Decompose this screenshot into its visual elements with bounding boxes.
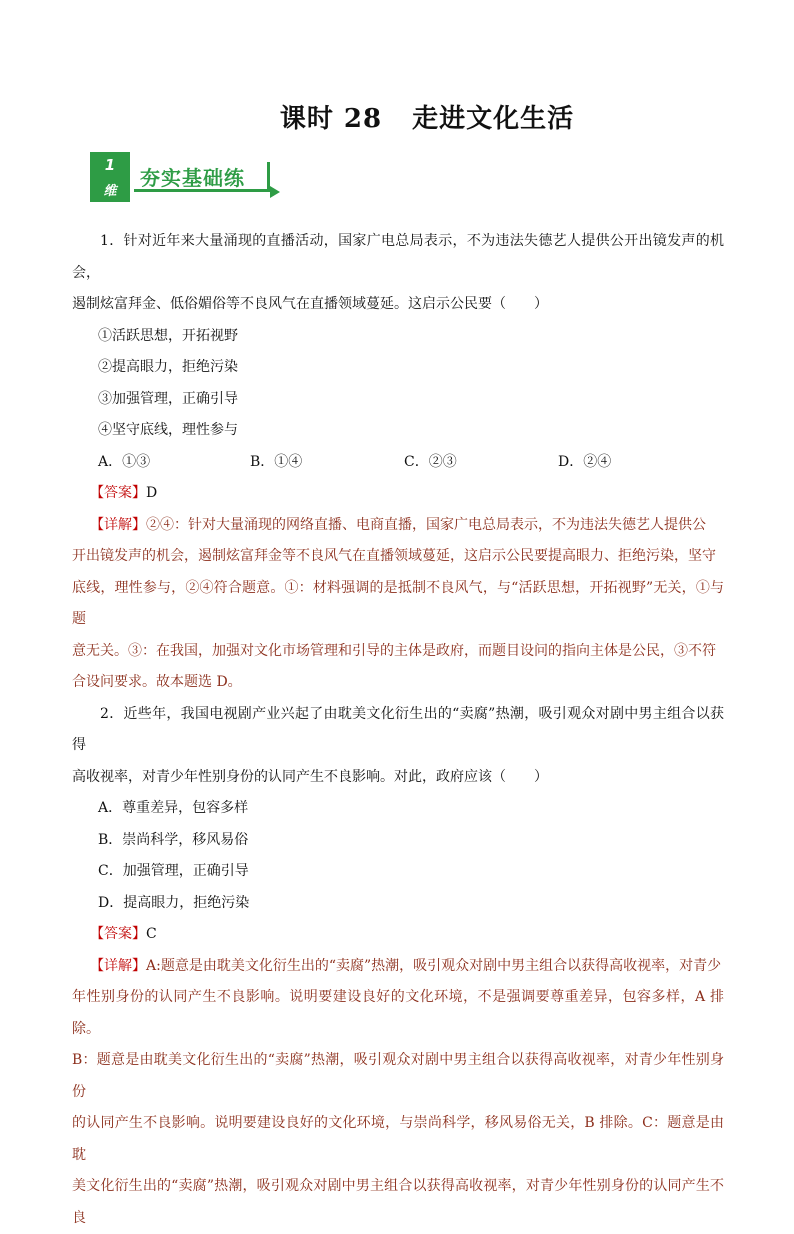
q1-option: ②提高眼力，拒绝污染 (98, 359, 238, 375)
q1-stem-line: 1．针对近年来大量涌现的直播活动，国家广电总局表示，不为违法失德艺人提供公开出镜发声的机会， (72, 233, 724, 281)
q2-detail-tag: 【详解】 (90, 957, 146, 974)
q1-answer-value: D (146, 485, 158, 501)
q1-choice-c: C．②③ (404, 453, 457, 470)
section-badge (90, 152, 286, 202)
q2-answer (72, 919, 724, 951)
q2-stem-line: 2．近些年，我国电视剧产业兴起了由耽美文化衍生出的“卖腐”热潮，吸引观众对剧中男主组合以获得 (72, 705, 724, 753)
q1-answer (72, 478, 724, 510)
q1-option: ①活跃思想，开拓视野 (98, 327, 238, 344)
q2-option: D．提高眼力，拒绝污染 (98, 894, 250, 911)
q1-detail-line: 合设问要求。故本题选 D。 (72, 674, 242, 690)
page-title (0, 98, 794, 135)
q2-detail-line: 年性别身份的认同产生不良影响。说明要建设良好的文化环境，不是强调要尊重差异，包容多样，A 排除。 (72, 989, 724, 1037)
q1-detail-line (72, 510, 724, 542)
q1-stem-line: 遏制炫富拜金、低俗媚俗等不良风气在直播领域蔓延。这启示公民要（ ） (72, 296, 548, 312)
q2-answer-value: C (146, 926, 157, 942)
q2-option: B．崇尚科学，移风易俗 (98, 831, 249, 848)
q1-choice-b: B．①④ (250, 453, 303, 470)
q2-detail-text: A:题意是由耽美文化衍生出的“卖腐”热潮，吸引观众对剧中男主组合以获得高收视率，对青少 (146, 957, 722, 974)
q2-option: A．尊重差异，包容多样 (98, 800, 249, 816)
q2-detail-line: B：题意是由耽美文化衍生出的“卖腐”热潮，吸引观众对剧中男主组合以获得高收视率，对青少年性别身份 (72, 1052, 724, 1100)
q2-answer-tag: 【答案】 (90, 926, 146, 942)
q1-detail-tag: 【详解】 (90, 516, 146, 533)
q1-detail-text: ②④：针对大量涌现的网络直播、电商直播，国家广电总局表示，不为违法失德艺人提供公 (146, 516, 706, 533)
q1-option: ④坚守底线，理性参与 (98, 422, 238, 438)
badge-arrow-icon (270, 186, 280, 198)
section-badge-band (134, 162, 270, 192)
q1-detail-line: 开出镜发声的机会，遏制炫富拜金等不良风气在直播领域蔓延，这启示公民要提高眼力、拒绝污染，坚守 (72, 548, 716, 564)
section-title: 夯实基础练 (140, 166, 245, 190)
q2-detail-line (72, 951, 724, 983)
q1-answer-tag: 【答案】 (90, 485, 146, 501)
q1-choices (72, 447, 724, 479)
section-badge-tag (90, 152, 130, 202)
title-lesson-name: 走进文化生活 (412, 104, 575, 134)
q1-detail-line: 底线，理性参与，②④符合题意。①：材料强调的是抵制不良风气，与“活跃思想，开拓视野”无关，①与题 (72, 579, 724, 627)
q2-detail-line: 的认同产生不良影响。说明要建设良好的文化环境，与崇尚科学，移风易俗无关，B 排除。C：题意是由耽 (72, 1115, 724, 1163)
q2-stem-line: 高收视率，对青少年性别身份的认同产生不良影响。对此，政府应该（ ） (72, 768, 548, 785)
title-lesson-number: 课时 28 (279, 104, 383, 134)
q1-option: ③加强管理，正确引导 (98, 390, 238, 407)
document-body (72, 226, 724, 1234)
q2-detail-line: 美文化衍生出的“卖腐”热潮，吸引观众对剧中男主组合以获得高收视率，对青少年性别身份的认同产生不良 (72, 1178, 724, 1226)
q1-choice-d: D．②④ (558, 453, 612, 470)
q2-option: C．加强管理，正确引导 (98, 863, 249, 879)
q1-choice-a: A．①③ (98, 453, 151, 470)
q1-detail-line: 意无关。③：在我国，加强对文化市场管理和引导的主体是政府，而题目设问的指向主体是公民，③不符 (72, 642, 716, 659)
section-badge-number: 1 (104, 156, 116, 174)
section-badge-label: 维 (103, 184, 117, 199)
